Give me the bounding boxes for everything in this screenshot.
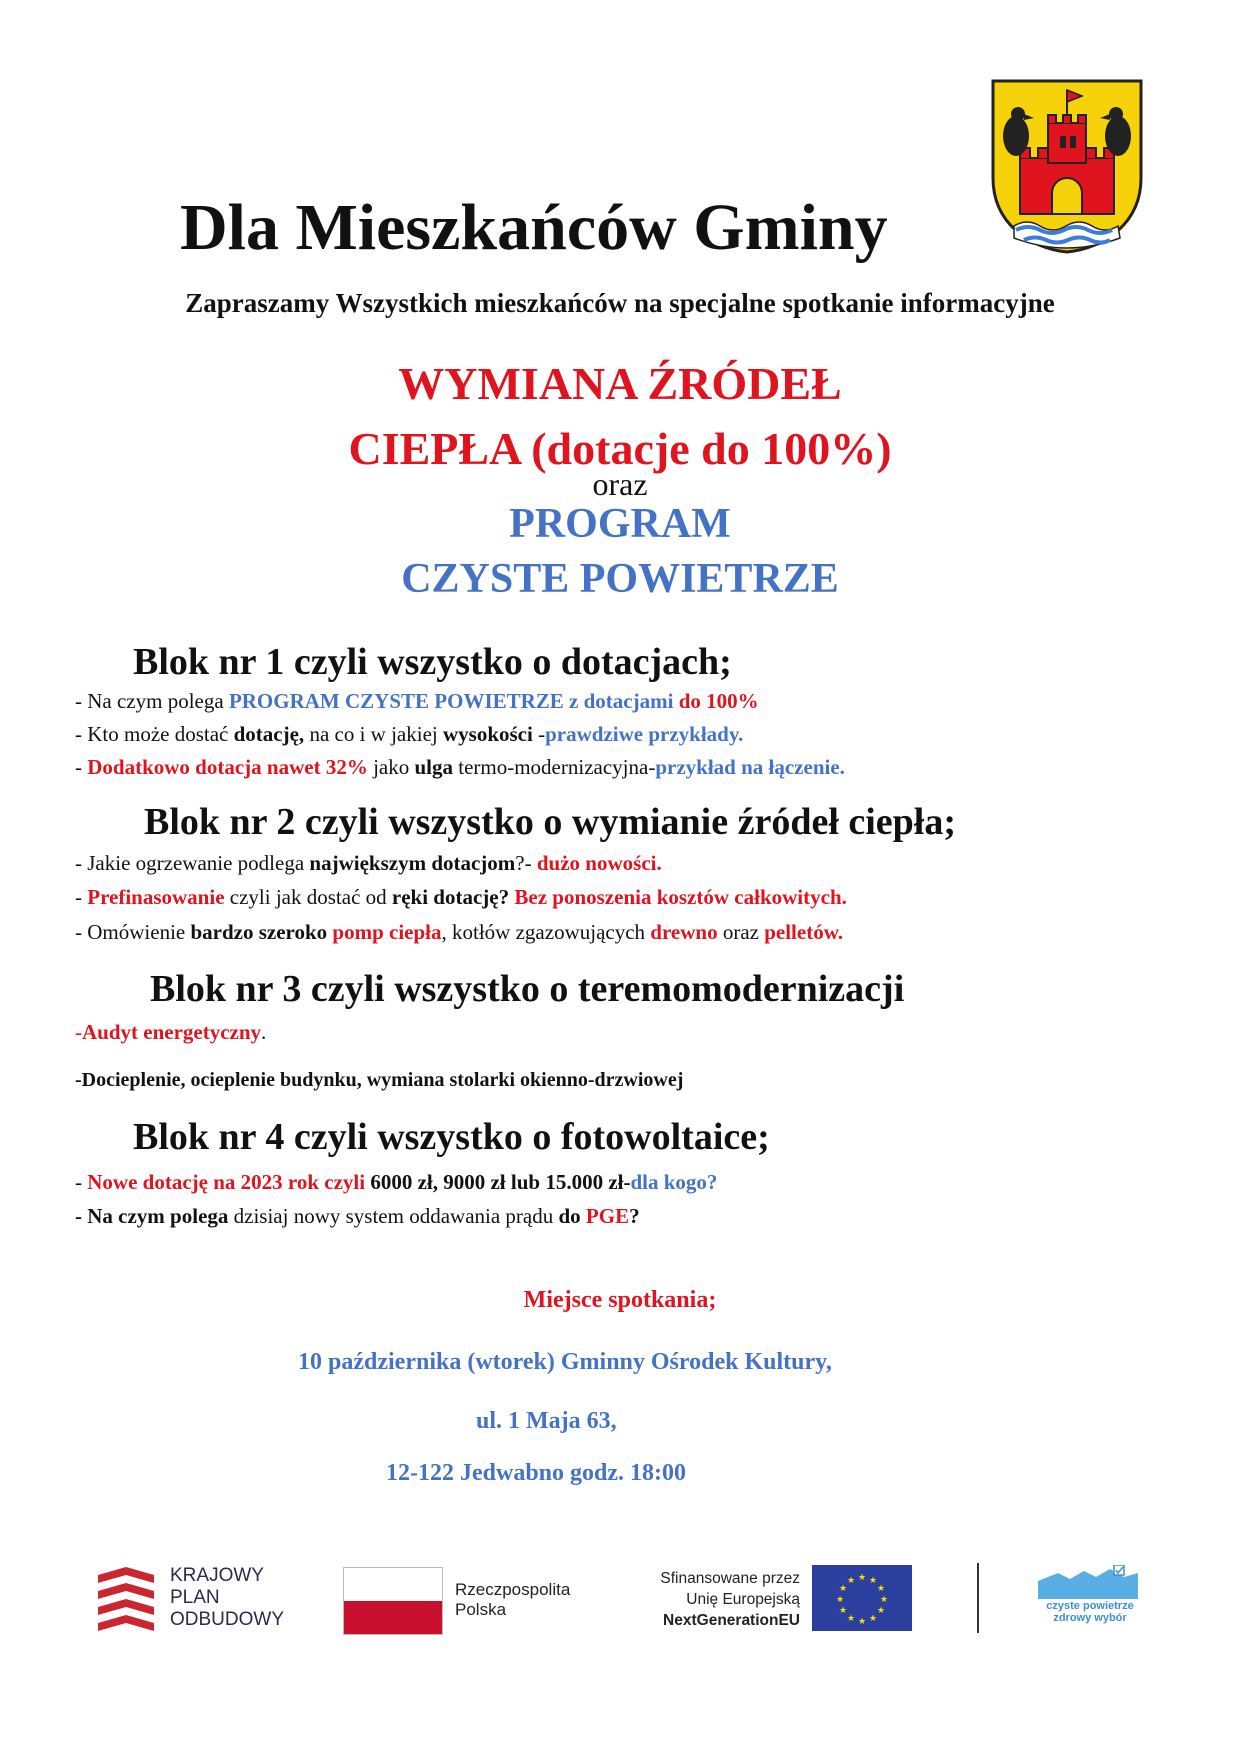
- rp-logo-text: Rzeczpospolita Polska: [455, 1580, 571, 1619]
- czyste-powietrze-logo-mark: [1038, 1565, 1138, 1599]
- page-title: Dla Mieszkańców Gminy: [180, 191, 888, 264]
- eu-flag: [812, 1565, 912, 1631]
- block3-title: Blok nr 3 czyli wszystko o teremomodernizacji: [150, 968, 905, 1010]
- block1-line1: - Na czym polega PROGRAM CZYSTE POWIETRZE z dotacjami do 100%: [75, 689, 759, 713]
- meeting-city-time: 12-122 Jedwabno godz. 18:00: [386, 1460, 687, 1486]
- svg-text:★: ★: [846, 1576, 856, 1586]
- svg-text:★: ★: [876, 1584, 886, 1594]
- block4-line2: - Na czym polega dzisiaj nowy system oddawania prądu do PGE?: [75, 1204, 640, 1228]
- svg-text:★: ★: [846, 1614, 856, 1624]
- svg-text:★: ★: [857, 1617, 867, 1627]
- headline-line2: CIEPŁA (dotacje do 100%): [348, 423, 892, 474]
- block2-title: Blok nr 2 czyli wszystko o wymianie źródeł ciepła;: [144, 801, 957, 843]
- coat-of-arms: [990, 78, 1144, 254]
- block2-line1: - Jakie ogrzewanie podlega największym dotacjom?- dużo nowości.: [75, 851, 662, 875]
- block1-title: Blok nr 1 czyli wszystko o dotacjach;: [133, 641, 732, 683]
- block1-line2: - Kto może dostać dotację, na co i w jakiej wysokości -prawdziwe przykłady.: [75, 722, 744, 746]
- svg-text:★: ★: [838, 1606, 848, 1616]
- czyste-powietrze-logo-text: czyste powietrze zdrowy wybór: [1046, 1600, 1134, 1624]
- svg-text:★: ★: [835, 1595, 845, 1605]
- headline-connector: oraz: [592, 466, 648, 502]
- svg-text:★: ★: [879, 1595, 889, 1605]
- block3-line2: -Docieplenie, ocieplenie budynku, wymiana stolarki okienno-drzwiowej: [75, 1069, 684, 1091]
- headline-program-name: CZYSTE POWIETRZE: [401, 556, 839, 602]
- kpo-logo-text: KRAJOWY PLAN ODBUDOWY: [170, 1565, 284, 1630]
- meeting-label: Miejsce spotkania;: [523, 1287, 717, 1313]
- headline-program: PROGRAM: [509, 501, 731, 547]
- eu-funding-text: Sfinansowane przez Unię Europejską NextGenerationEU: [660, 1570, 800, 1629]
- block2-line3: - Omówienie bardzo szeroko pomp ciepła, kotłów zgazowujących drewno oraz pelletów.: [75, 920, 843, 944]
- block1-line3: - Dodatkowo dotacja nawet 32% jako ulga termo-modernizacyjna-przykład na łączenie.: [75, 755, 845, 779]
- block2-line2: - Prefinasowanie czyli jak dostać od ręki dotację? Bez ponoszenia kosztów całkowitych.: [75, 885, 847, 909]
- svg-text:★: ★: [838, 1584, 848, 1594]
- block3-line1: -Audyt energetyczny.: [75, 1020, 267, 1044]
- svg-text:★: ★: [857, 1573, 867, 1583]
- svg-text:★: ★: [868, 1614, 878, 1624]
- block4-line1: - Nowe dotację na 2023 rok czyli 6000 zł, 9000 zł lub 15.000 zł-dla kogo?: [75, 1170, 718, 1194]
- meeting-date-venue: 10 października (wtorek) Gminny Ośrodek Kultury,: [298, 1349, 832, 1375]
- meeting-street: ul. 1 Maja 63,: [476, 1408, 617, 1434]
- headline-line1: WYMIANA ŹRÓDEŁ: [398, 358, 842, 409]
- svg-text:★: ★: [868, 1576, 878, 1586]
- block4-title: Blok nr 4 czyli wszystko o fotowoltaice;: [133, 1116, 770, 1158]
- poland-flag: [343, 1567, 443, 1635]
- footer-divider: [977, 1563, 979, 1633]
- kpo-logo-mark: [96, 1565, 158, 1633]
- subtitle: Zapraszamy Wszystkich mieszkańców na specjalne spotkanie informacyjne: [185, 288, 1055, 318]
- svg-text:★: ★: [876, 1606, 886, 1616]
